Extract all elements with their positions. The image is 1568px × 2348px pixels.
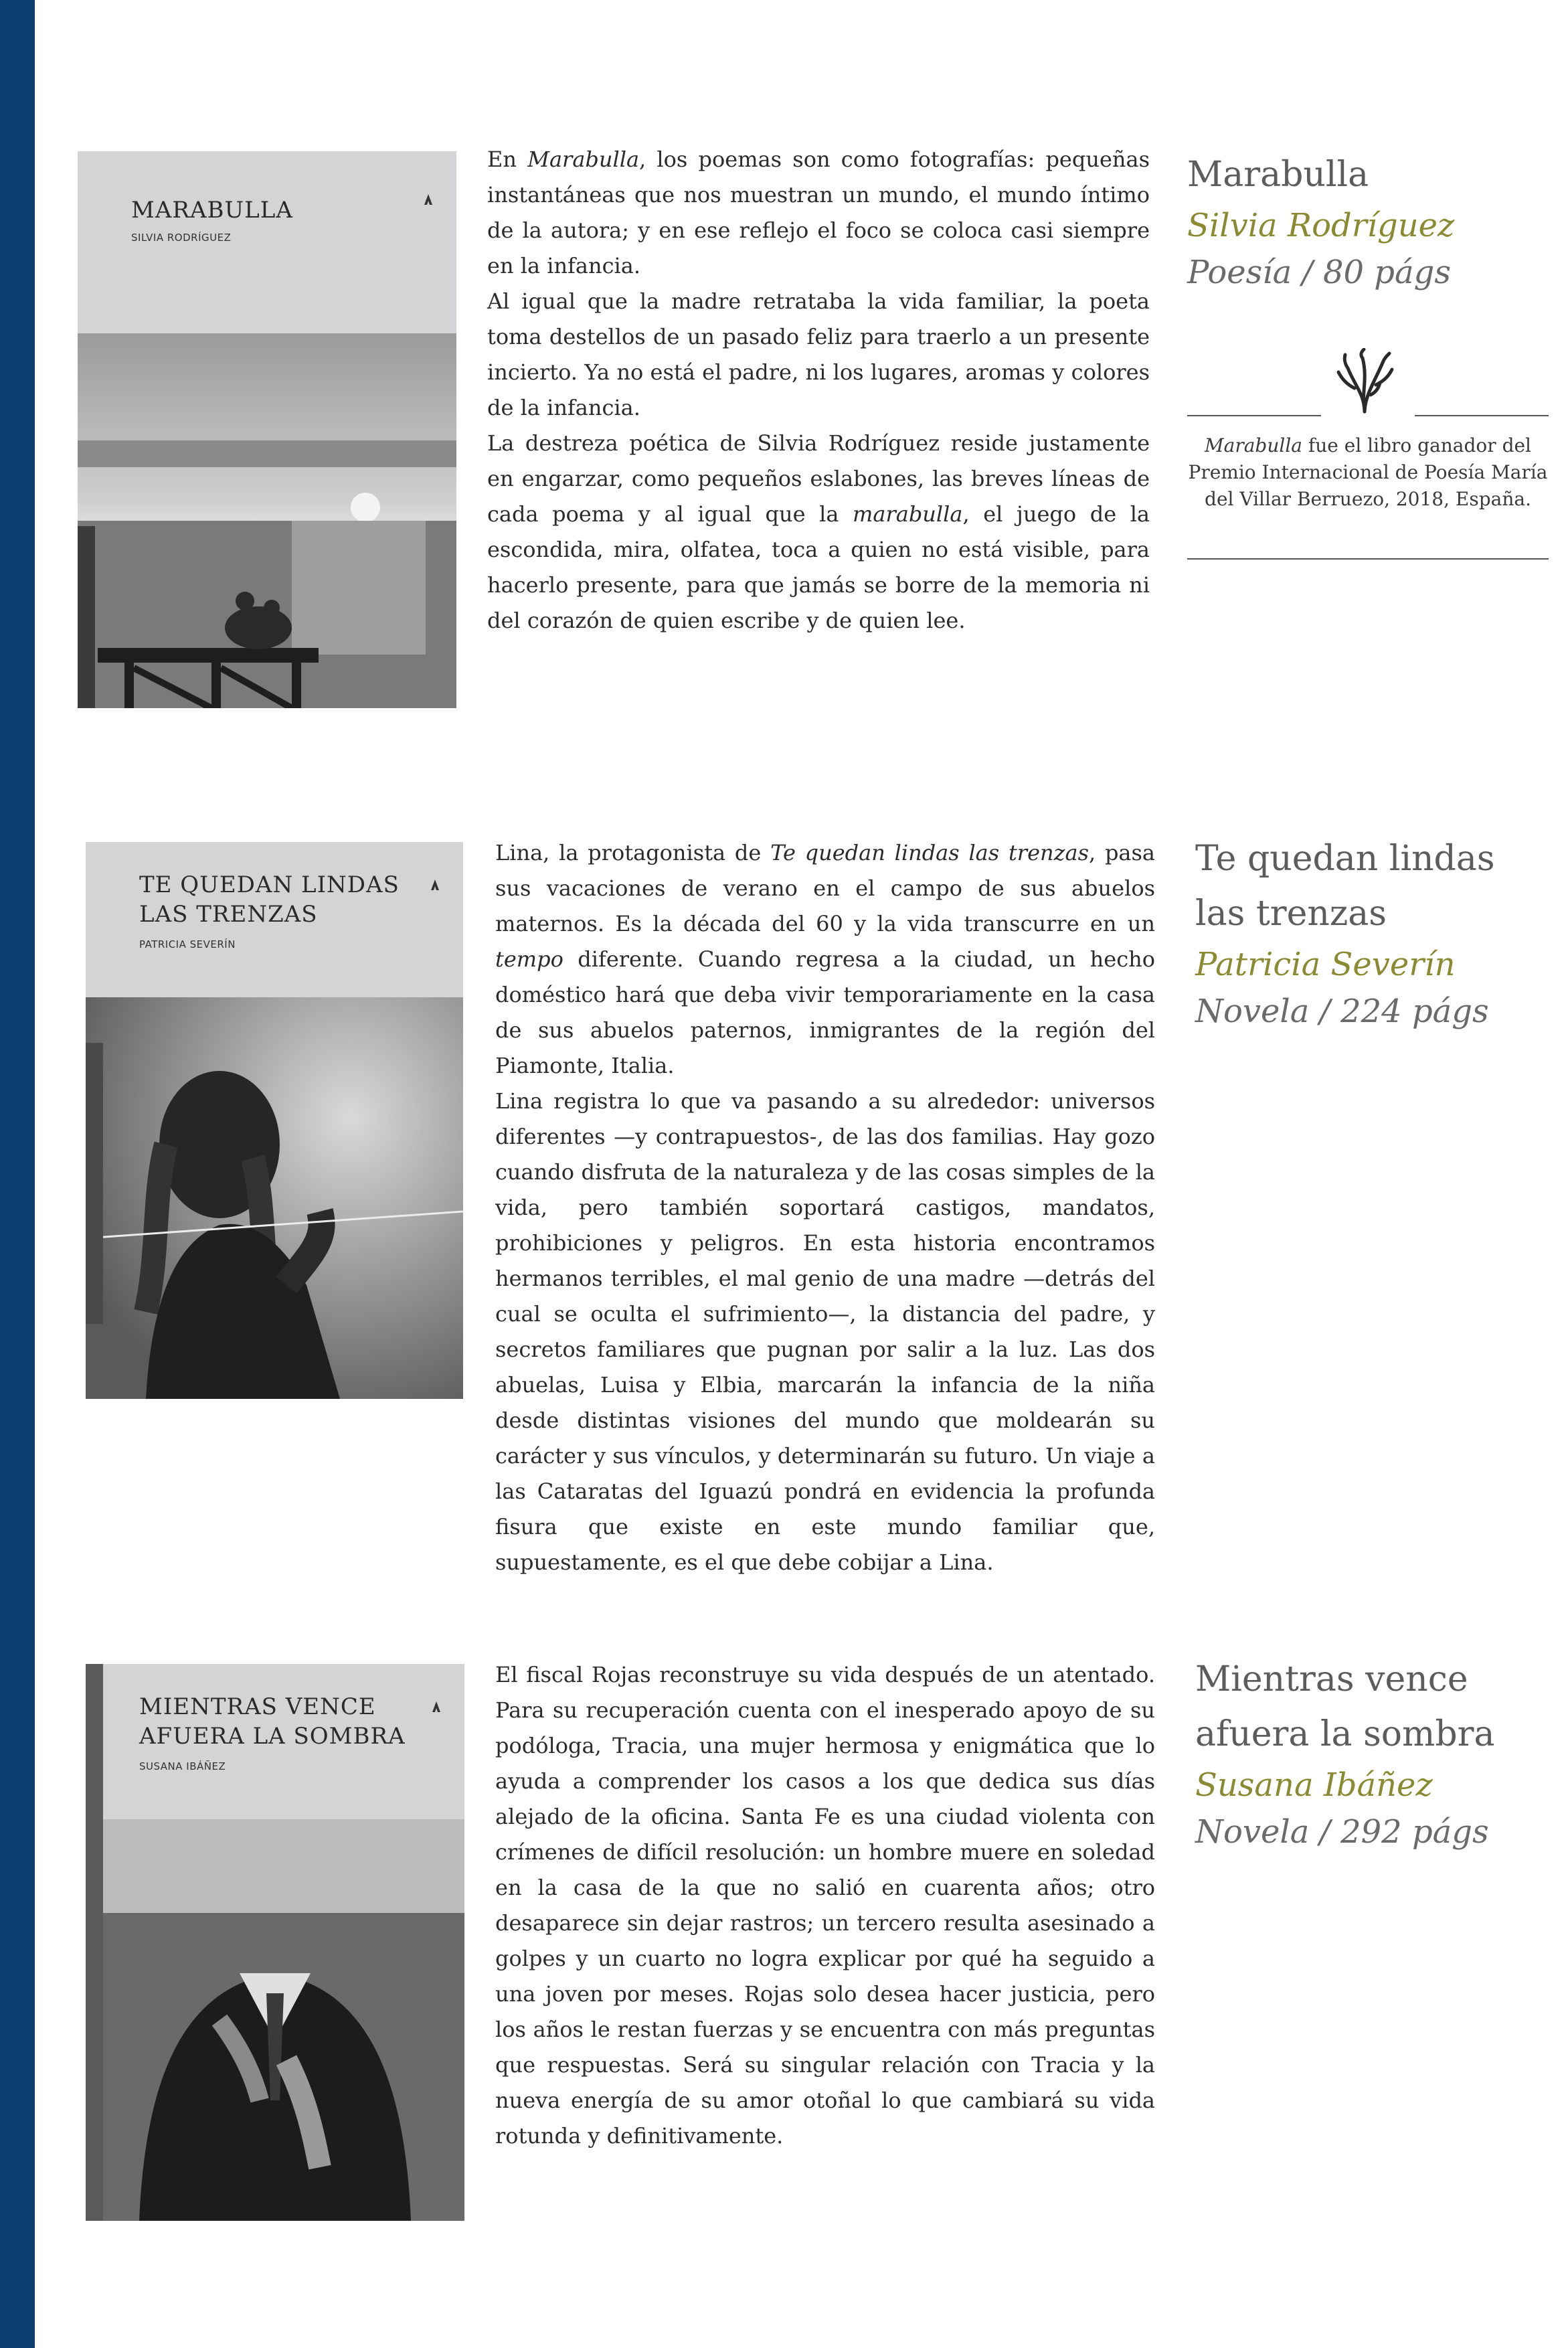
divider-line — [1187, 415, 1321, 416]
divider-line — [1415, 415, 1549, 416]
book-title: Mientras vence afuera la sombra — [1195, 1659, 1495, 1754]
book-cover-marabulla — [78, 151, 456, 708]
book-author: Patricia Severín — [1195, 946, 1456, 983]
publisher-logo-icon — [423, 193, 434, 206]
description-paragraph: La destreza poética de Silvia Rodríguez reside justamente en engarzar, como pequeños eslabones, las breves líneas de cada poema y al igual que la marabulla, el juego de la escondida, mira, olfatea, toca a quien no está visible, para hacerlo presente, para que jamás se borre de la memoria ni del corazón de quien escribe y de quien lee. — [487, 430, 1150, 633]
description-paragraph: Al igual que la madre retrataba la vida familiar, la poeta toma destellos de un pasado feliz para traerlo a un presente incierto. Ya no está el padre, ni los lugares, aromas y colores de la infancia. — [487, 288, 1150, 420]
book-description — [495, 835, 1155, 1580]
award-text: Marabulla fue el libro ganador del Premio Internacional de Poesía María del Villar Berruezo, 2018, España. — [1188, 434, 1548, 510]
cover-author: PATRICIA SEVERÍN — [139, 938, 236, 950]
cover-author: SUSANA IBÁÑEZ — [139, 1760, 226, 1772]
book-cover-mientras-vence — [86, 1664, 464, 2221]
book-genre-pages: Poesía / 80 págs — [1187, 254, 1451, 291]
book-author: Silvia Rodríguez — [1187, 207, 1455, 244]
description-paragraph: Lina, la protagonista de Te quedan lindas las trenzas, pasa sus vacaciones de verano en el campo de sus abuelos maternos. Es la década del 60 y la vida transcurre en un tempo diferente. Cuando regresa a la ciudad, un hecho doméstico hará que deba vivir temporariamente en la casa de sus abuelos paternos, inmigrantes de la región del Piamonte, Italia. — [495, 840, 1155, 1078]
cover-photo-man-suit — [86, 1819, 464, 2221]
book-description — [495, 1657, 1155, 2154]
book-title: Marabulla — [1187, 155, 1369, 195]
book-genre-pages: Novela / 224 págs — [1195, 993, 1489, 1030]
book-author: Susana Ibáñez — [1195, 1766, 1433, 1804]
description-paragraph: Lina registra lo que va pasando a su alrededor: universos diferentes —y contrapuestos-, de las dos familias. Hay gozo cuando disfruta de la naturaleza y de las cosas simples de la vida, pero también soportará castigos, mandatos, prohibiciones y peligros. En esta historia encontramos hermanos terribles, el mal genio de una madre —detrás del cual se oculta el sufrimiento—, la distancia del padre, y secretos familiares que pugnan por salir a la luz. Las dos abuelas, Luisa y Elbia, marcarán la infancia de la niña desde distintas visiones del mundo que moldearán su carácter y sus vínculos, y determinarán su futuro. Un viaje a las Cataratas del Iguazú pondrá en evidencia la profunda fisura que existe en este mundo familiar que, supuestamente, es el que debe cobijar a Lina. — [495, 1088, 1155, 1575]
book-meta — [1195, 831, 1557, 1035]
book-cover-trenzas — [86, 842, 463, 1399]
cover-author: SILVIA RODRÍGUEZ — [131, 232, 232, 244]
coral-emblem-icon — [1328, 348, 1401, 415]
book-genre-pages: Novela / 292 págs — [1195, 1813, 1489, 1851]
description-paragraph: El fiscal Rojas reconstruye su vida después de un atentado. Para su recuperación cuenta con el inesperado apoyo de su podóloga, Tracia, una mujer hermosa y enigmática que lo ayuda a comprender los casos a los que dedica sus días alejado de la oficina. Santa Fe es una ciudad violenta con crímenes de difícil resolución: un hombre muere en soledad en la casa de la que no salió en cuarenta años; otro desaparece sin dejar rastros; un tercero resulta asesinado a golpes y un cuarto no logra explicar por qué ha seguido a una joven por meses. Rojas solo desea hacer justicia, pero los años le restan fuerzas y se encuentra con más preguntas que respuestas. Será su singular relación con Tracia y la nueva energía de su amor otoñal lo que cambiará su vida rotunda y definitivamente. — [495, 1662, 1155, 2149]
cover-photo-girl-braids — [86, 997, 463, 1399]
cover-title: MARABULLA — [131, 197, 293, 224]
book-meta — [1187, 147, 1549, 296]
book-meta — [1195, 1652, 1557, 1855]
left-sidebar-band — [0, 0, 35, 2348]
publisher-logo-icon — [430, 878, 440, 892]
book-title: Te quedan lindas las trenzas — [1195, 839, 1495, 934]
publisher-logo-icon — [431, 1700, 442, 1713]
cover-title: TE QUEDAN LINDAS LAS TRENZAS — [139, 871, 400, 928]
book-description — [487, 142, 1150, 639]
divider-line — [1187, 558, 1549, 560]
cover-photo-lake-pier — [78, 333, 456, 708]
description-paragraph: En Marabulla, los poemas son como fotografías: pequeñas instantáneas que nos muestran un mundo, el mundo íntimo de la autora; y en ese reflejo el foco se coloca casi siempre en la infancia. — [487, 147, 1150, 278]
cover-title: MIENTRAS VENCE AFUERA LA SOMBRA — [139, 1693, 406, 1750]
